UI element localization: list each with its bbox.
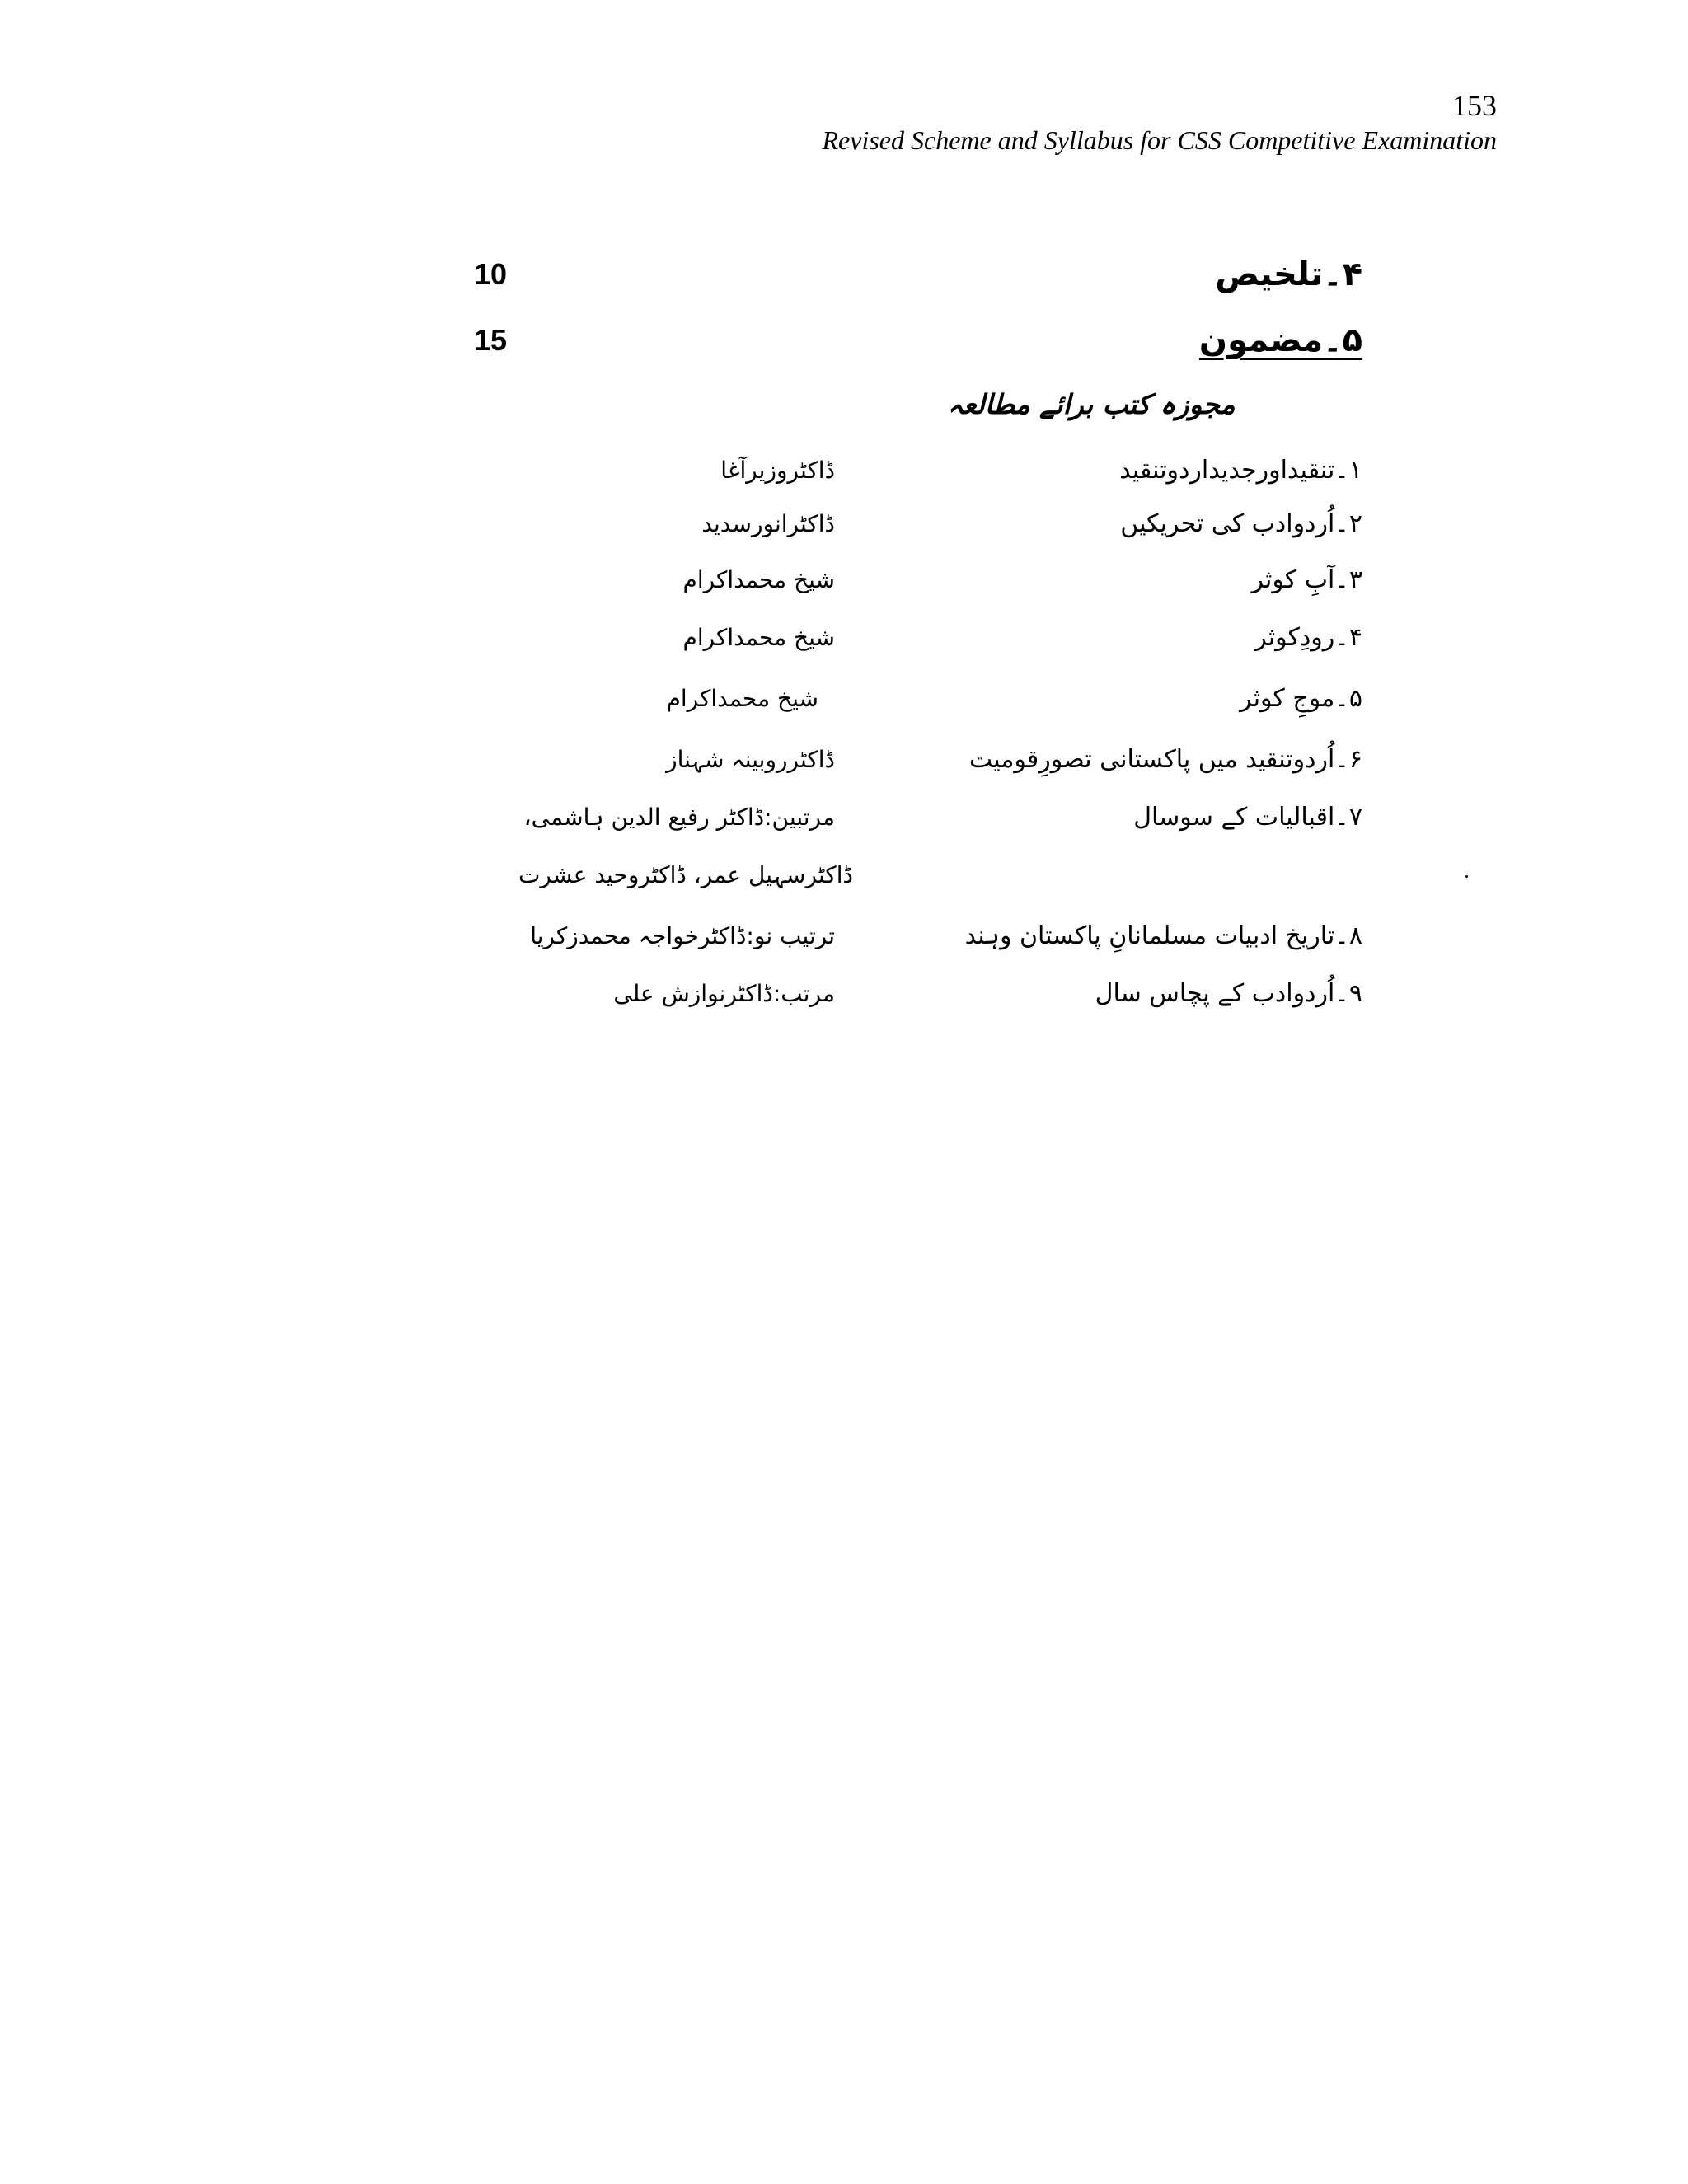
section-row-essay (474, 317, 1362, 367)
book-author: شیخ محمداکرام (682, 624, 835, 651)
book-title: ۱۔تنقیداورجدیداردوتنقید (1119, 456, 1362, 485)
stray-dot (1465, 875, 1468, 878)
section-marks: 15 (474, 323, 508, 357)
page-number: 153 (1452, 89, 1497, 122)
section-row-summary (474, 251, 1362, 301)
book-author: ڈاکٹرسہیل عمر، ڈاکٹروحید عشرت (518, 861, 853, 888)
book-author: ڈاکٹرروبینہ شہناز (666, 746, 835, 773)
book-author: شیخ محمداکرام (666, 685, 818, 712)
book-title: ۴۔رودِکوثر (1254, 623, 1362, 652)
book-row (495, 915, 1362, 961)
book-row (495, 449, 1362, 495)
book-title: ۹۔اُردوادب کے پچاس سال (1095, 979, 1362, 1008)
book-row (495, 972, 1362, 1019)
book-row (495, 796, 1362, 842)
book-author: مرتب:ڈاکٹرنوازش علی (613, 980, 835, 1007)
book-row (495, 503, 1362, 549)
book-title: ۶۔اُردوتنقید میں پاکستانی تصورِقومیت (968, 745, 1362, 774)
running-header: Revised Scheme and Syllabus for CSS Competitive Examination (822, 125, 1497, 155)
book-author: ڈاکٹروزیرآغا (720, 457, 835, 484)
book-title: ۷۔اقبالیات کے سوسال (1133, 803, 1362, 832)
section-marks: 10 (474, 257, 508, 291)
book-row (495, 616, 1362, 663)
book-row (495, 559, 1362, 605)
book-title: ۵۔موجِ کوثر (1240, 684, 1362, 713)
book-author: شیخ محمداکرام (682, 566, 835, 593)
book-author: مرتبین:ڈاکٹر رفیع الدین ہاشمی، (523, 804, 835, 831)
book-title: ۸۔تاریخ ادبیات مسلمانانِ پاکستان وہند (964, 921, 1362, 950)
book-author: ڈاکٹرانورسدید (701, 510, 835, 537)
book-title: ۲۔اُردوادب کی تحریکیں (1120, 509, 1362, 538)
book-title: ۳۔آبِ کوثر (1251, 565, 1362, 594)
section-title: ۴۔تلخیص (1215, 255, 1362, 293)
book-row-continuation (495, 854, 1362, 900)
books-heading: مجوزہ کتب برائے مطالعہ (947, 388, 1236, 420)
section-title: ۵۔مضمون (1198, 321, 1362, 359)
book-row (495, 677, 1362, 724)
book-row (495, 738, 1362, 785)
book-author: ترتیب نو:ڈاکٹرخواجہ محمدزکریا (530, 922, 835, 949)
